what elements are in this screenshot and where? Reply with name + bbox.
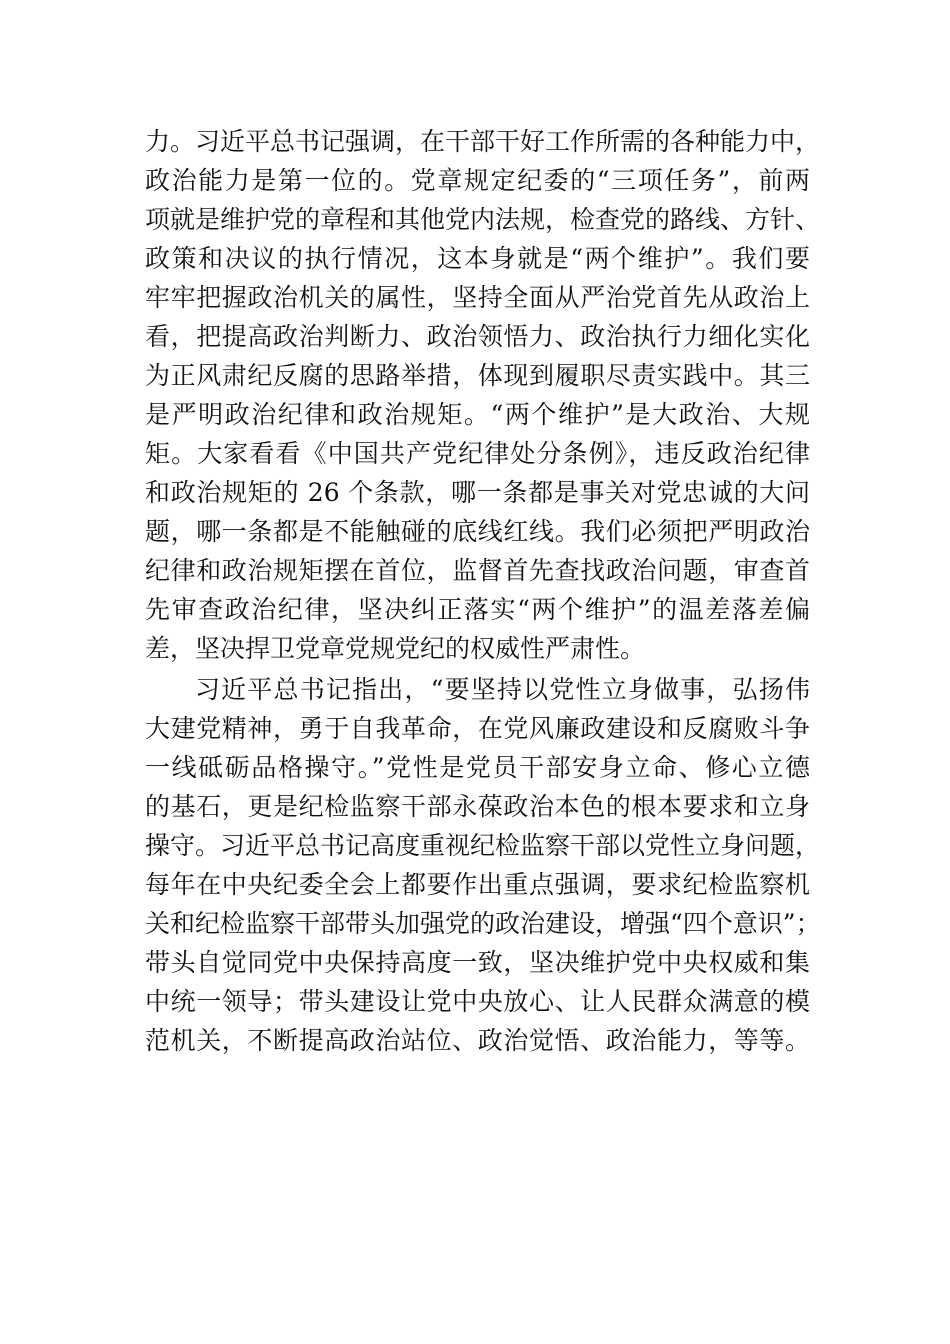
text-line: 矩。大家看看《中国共产党纪律处分条例》，违反政治纪律 (145, 439, 810, 468)
text-line: 中统一领导；带头建设让党中央放心、让人民群众满意的模 (145, 987, 810, 1016)
body-text (145, 122, 821, 1060)
text-line: 和政治规矩的 26 个条款，哪一条都是事关对党忠诚的大问 (145, 478, 810, 507)
text-line: 为正风肃纪反腐的思路举措，体现到履职尽责实践中。其三 (145, 361, 810, 390)
text-line: 政策和决议的执行情况，这本身就是“两个维护”。我们要 (145, 244, 810, 273)
text-line-indented: 习近平总书记指出，“要坚持以党性立身做事，弘扬伟 (195, 675, 810, 704)
text-line: 项就是维护党的章程和其他党内法规，检查党的路线、方针、 (145, 205, 821, 234)
text-line: 是严明政治纪律和政治规矩。“两个维护”是大政治、大规 (145, 400, 810, 429)
text-line: 每年在中央纪委全会上都要作出重点强调，要求纪检监察机 (145, 870, 810, 899)
text-line: 大建党精神，勇于自我革命，在党风廉政建设和反腐败斗争 (145, 714, 810, 743)
text-line: 力。习近平总书记强调，在干部干好工作所需的各种能力中， (145, 127, 821, 156)
paragraph-1 (145, 122, 821, 668)
text-line: 一线砥砺品格操守。”党性是党员干部安身立命、修心立德 (145, 753, 810, 782)
text-line: 先审查政治纪律，坚决纠正落实“两个维护”的温差落差偏 (145, 595, 810, 624)
text-line: 操守。习近平总书记高度重视纪检监察干部以党性立身问题， (145, 831, 821, 860)
text-line: 带头自觉同党中央保持高度一致，坚决维护党中央权威和集 (145, 948, 810, 977)
text-line: 差，坚决捍卫党章党规党纪的权威性严肃性。 (145, 634, 646, 663)
text-line: 纪律和政治规矩摆在首位，监督首先查找政治问题，审查首 (145, 556, 810, 585)
text-line: 的基石，更是纪检监察干部永葆政治本色的根本要求和立身 (145, 792, 810, 821)
paragraph-2 (145, 670, 821, 1060)
text-line: 题，哪一条都是不能触碰的底线红线。我们必须把严明政治 (145, 517, 810, 546)
text-line: 看，把提高政治判断力、政治领悟力、政治执行力细化实化 (145, 322, 810, 351)
text-line: 牢牢把握政治机关的属性，坚持全面从严治党首先从政治上 (145, 283, 810, 312)
text-line: 政治能力是第一位的。党章规定纪委的“三项任务”，前两 (145, 166, 810, 195)
text-line: 关和纪检监察干部带头加强党的政治建设，增强“四个意识”； (145, 909, 821, 938)
text-line: 范机关，不断提高政治站位、政治觉悟、政治能力，等等。 (145, 1026, 810, 1055)
